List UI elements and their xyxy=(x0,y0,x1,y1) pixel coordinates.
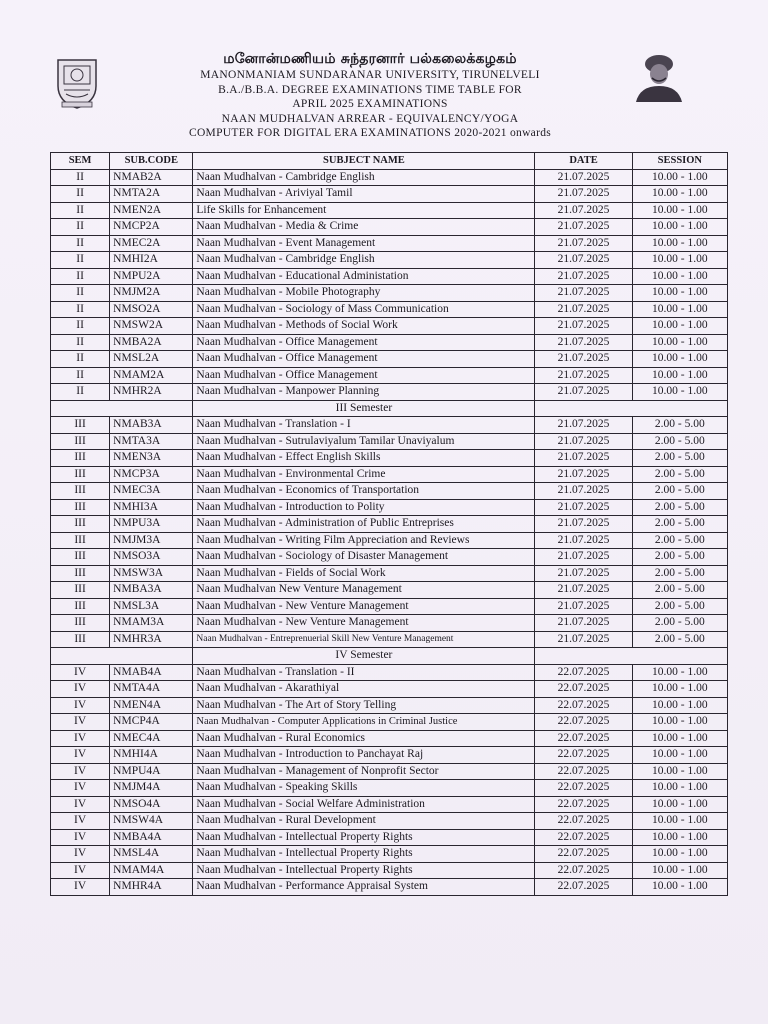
date-cell: 21.07.2025 xyxy=(535,235,632,252)
session-cell: 10.00 - 1.00 xyxy=(632,235,727,252)
session-cell: 2.00 - 5.00 xyxy=(632,631,727,648)
table-row xyxy=(51,235,728,252)
session-cell: 2.00 - 5.00 xyxy=(632,549,727,566)
session-cell: 10.00 - 1.00 xyxy=(632,714,727,731)
sem-cell: III xyxy=(51,582,110,599)
subject-name-cell: Naan Mudhalvan - Computer Applications in Criminal Justice xyxy=(193,714,535,731)
sem-cell: II xyxy=(51,202,110,219)
session-cell: 2.00 - 5.00 xyxy=(632,582,727,599)
sem-cell: II xyxy=(51,285,110,302)
sem-cell: IV xyxy=(51,714,110,731)
subject-name-cell: Naan Mudhalvan - Cambridge English xyxy=(193,252,535,269)
date-cell: 21.07.2025 xyxy=(535,367,632,384)
date-cell: 21.07.2025 xyxy=(535,598,632,615)
sem-cell: IV xyxy=(51,829,110,846)
sub-code-cell: NMSL4A xyxy=(110,846,193,863)
sem-cell: IV xyxy=(51,730,110,747)
document-header xyxy=(110,50,630,141)
column-header-subject-name: SUBJECT NAME xyxy=(193,153,535,170)
table-row xyxy=(51,879,728,896)
subject-name-cell: Naan Mudhalvan - Entreprenuerial Skill New Venture Management xyxy=(193,631,535,648)
sem-cell: III xyxy=(51,499,110,516)
subject-name-cell: Naan Mudhalvan - Sutrulaviyalum Tamilar Unaviyalum xyxy=(193,433,535,450)
sub-code-cell: NMCP3A xyxy=(110,466,193,483)
subject-name-cell: Naan Mudhalvan - Translation - II xyxy=(193,664,535,681)
subject-name-cell: Naan Mudhalvan - Effect English Skills xyxy=(193,450,535,467)
subject-name-cell: Naan Mudhalvan - Performance Appraisal System xyxy=(193,879,535,896)
session-cell: 10.00 - 1.00 xyxy=(632,186,727,203)
sem-cell: IV xyxy=(51,697,110,714)
sub-code-cell: NMAM2A xyxy=(110,367,193,384)
session-cell: 10.00 - 1.00 xyxy=(632,862,727,879)
semester-heading-row xyxy=(51,648,728,665)
subject-name-cell: Life Skills for Enhancement xyxy=(193,202,535,219)
subject-name-cell: Naan Mudhalvan - Intellectual Property Rights xyxy=(193,846,535,863)
sem-cell: II xyxy=(51,235,110,252)
sub-code-cell: NMJM2A xyxy=(110,285,193,302)
table-row xyxy=(51,301,728,318)
table-row xyxy=(51,516,728,533)
sub-code-cell: NMCP2A xyxy=(110,219,193,236)
subject-name-cell: Naan Mudhalvan - Manpower Planning xyxy=(193,384,535,401)
session-cell: 10.00 - 1.00 xyxy=(632,763,727,780)
date-cell: 21.07.2025 xyxy=(535,219,632,236)
session-cell: 2.00 - 5.00 xyxy=(632,516,727,533)
sub-code-cell: NMEC4A xyxy=(110,730,193,747)
subject-name-cell: Naan Mudhalvan - Office Management xyxy=(193,351,535,368)
date-cell: 21.07.2025 xyxy=(535,615,632,632)
table-row xyxy=(51,202,728,219)
sub-code-cell: NMHI3A xyxy=(110,499,193,516)
sem-cell: IV xyxy=(51,780,110,797)
subject-name-cell: Naan Mudhalvan - Introduction to Panchayat Raj xyxy=(193,747,535,764)
column-header-session: SESSION xyxy=(632,153,727,170)
table-row xyxy=(51,252,728,269)
date-cell: 21.07.2025 xyxy=(535,384,632,401)
sem-cell: IV xyxy=(51,813,110,830)
subject-name-cell: Naan Mudhalvan - Media & Crime xyxy=(193,219,535,236)
table-row xyxy=(51,813,728,830)
date-cell: 21.07.2025 xyxy=(535,268,632,285)
date-cell: 21.07.2025 xyxy=(535,532,632,549)
subject-name-cell: Naan Mudhalvan - New Venture Management xyxy=(193,615,535,632)
subject-name-cell: Naan Mudhalvan - Economics of Transportation xyxy=(193,483,535,500)
subject-name-cell: Naan Mudhalvan - Administration of Public Entreprises xyxy=(193,516,535,533)
column-header-sem: SEM xyxy=(51,153,110,170)
table-row xyxy=(51,681,728,698)
date-cell: 21.07.2025 xyxy=(535,351,632,368)
table-row xyxy=(51,846,728,863)
subject-name-cell: Naan Mudhalvan - Intellectual Property Rights xyxy=(193,862,535,879)
sub-code-cell: NMSO3A xyxy=(110,549,193,566)
session-cell: 10.00 - 1.00 xyxy=(632,285,727,302)
sem-cell: IV xyxy=(51,664,110,681)
subject-name-cell: Naan Mudhalvan - Intellectual Property Rights xyxy=(193,829,535,846)
table-row xyxy=(51,615,728,632)
date-cell: 21.07.2025 xyxy=(535,202,632,219)
subject-name-cell: Naan Mudhalvan - Management of Nonprofit Sector xyxy=(193,763,535,780)
sem-cell: III xyxy=(51,466,110,483)
date-cell: 21.07.2025 xyxy=(535,582,632,599)
sub-code-cell: NMHR4A xyxy=(110,879,193,896)
session-cell: 10.00 - 1.00 xyxy=(632,169,727,186)
date-cell: 21.07.2025 xyxy=(535,565,632,582)
subject-name-cell: Naan Mudhalvan - Rural Development xyxy=(193,813,535,830)
date-cell: 22.07.2025 xyxy=(535,681,632,698)
founder-portrait-icon xyxy=(632,52,686,102)
subject-name-cell: Naan Mudhalvan - Translation - I xyxy=(193,417,535,434)
session-cell: 10.00 - 1.00 xyxy=(632,730,727,747)
subject-name-cell: Naan Mudhalvan - Ariviyal Tamil xyxy=(193,186,535,203)
sem-cell: III xyxy=(51,433,110,450)
table-header-row xyxy=(51,153,728,170)
date-cell: 22.07.2025 xyxy=(535,747,632,764)
table-row xyxy=(51,499,728,516)
sub-code-cell: NMEN2A xyxy=(110,202,193,219)
sem-cell: III xyxy=(51,631,110,648)
table-row xyxy=(51,697,728,714)
sem-cell: IV xyxy=(51,796,110,813)
subject-name-cell: Naan Mudhalvan - Introduction to Polity xyxy=(193,499,535,516)
sub-code-cell: NMJM4A xyxy=(110,780,193,797)
sem-cell: IV xyxy=(51,747,110,764)
table-body xyxy=(51,169,728,895)
session-cell: 2.00 - 5.00 xyxy=(632,532,727,549)
sem-cell: III xyxy=(51,516,110,533)
session-cell: 10.00 - 1.00 xyxy=(632,301,727,318)
column-header-date: DATE xyxy=(535,153,632,170)
date-cell: 22.07.2025 xyxy=(535,763,632,780)
date-cell: 21.07.2025 xyxy=(535,169,632,186)
date-cell: 21.07.2025 xyxy=(535,549,632,566)
subject-name-cell: Naan Mudhalvan - New Venture Management xyxy=(193,598,535,615)
session-cell: 10.00 - 1.00 xyxy=(632,681,727,698)
session-cell: 10.00 - 1.00 xyxy=(632,780,727,797)
sem-cell: IV xyxy=(51,846,110,863)
session-cell: 10.00 - 1.00 xyxy=(632,219,727,236)
session-cell: 10.00 - 1.00 xyxy=(632,268,727,285)
subject-name-cell: Naan Mudhalvan - The Art of Story Telling xyxy=(193,697,535,714)
semester-heading: III Semester xyxy=(193,400,535,417)
subject-name-cell: Naan Mudhalvan - Sociology of Mass Communication xyxy=(193,301,535,318)
table-row xyxy=(51,796,728,813)
sub-code-cell: NMEN4A xyxy=(110,697,193,714)
session-cell: 2.00 - 5.00 xyxy=(632,450,727,467)
sem-cell: II xyxy=(51,384,110,401)
sem-cell: III xyxy=(51,615,110,632)
date-cell: 22.07.2025 xyxy=(535,813,632,830)
date-cell: 22.07.2025 xyxy=(535,664,632,681)
date-cell: 21.07.2025 xyxy=(535,301,632,318)
exam-title: B.A./B.B.A. DEGREE EXAMINATIONS TIME TABLE FOR xyxy=(218,83,522,96)
sub-code-cell: NMSL2A xyxy=(110,351,193,368)
table-row xyxy=(51,780,728,797)
subject-name-cell: Naan Mudhalvan - Cambridge English xyxy=(193,169,535,186)
sub-code-cell: NMJM3A xyxy=(110,532,193,549)
table-row xyxy=(51,285,728,302)
sem-cell: II xyxy=(51,351,110,368)
sub-code-cell: NMHI4A xyxy=(110,747,193,764)
date-cell: 21.07.2025 xyxy=(535,450,632,467)
session-cell: 2.00 - 5.00 xyxy=(632,483,727,500)
exam-timetable xyxy=(50,152,728,896)
sub-code-cell: NMSO4A xyxy=(110,796,193,813)
date-cell: 22.07.2025 xyxy=(535,829,632,846)
sem-cell: III xyxy=(51,598,110,615)
session-cell: 10.00 - 1.00 xyxy=(632,351,727,368)
session-cell: 10.00 - 1.00 xyxy=(632,202,727,219)
date-cell: 21.07.2025 xyxy=(535,631,632,648)
semester-heading: IV Semester xyxy=(193,648,535,665)
subject-name-cell: Naan Mudhalvan New Venture Management xyxy=(193,582,535,599)
semester-heading-row xyxy=(51,400,728,417)
table-row xyxy=(51,532,728,549)
subject-name-cell: Naan Mudhalvan - Social Welfare Administration xyxy=(193,796,535,813)
sub-code-cell: NMBA3A xyxy=(110,582,193,599)
date-cell: 21.07.2025 xyxy=(535,516,632,533)
sub-code-cell: NMHR2A xyxy=(110,384,193,401)
session-cell: 10.00 - 1.00 xyxy=(632,367,727,384)
table-row xyxy=(51,219,728,236)
table-row xyxy=(51,367,728,384)
sem-cell: III xyxy=(51,450,110,467)
session-cell: 2.00 - 5.00 xyxy=(632,499,727,516)
session-cell: 10.00 - 1.00 xyxy=(632,384,727,401)
tamil-university-title: மனோன்மணியம் சுந்தரனார் பல்கலைக்கழகம் xyxy=(223,51,517,67)
semester-heading-blank xyxy=(51,400,193,417)
date-cell: 22.07.2025 xyxy=(535,846,632,863)
table-row xyxy=(51,582,728,599)
date-cell: 21.07.2025 xyxy=(535,318,632,335)
sem-cell: II xyxy=(51,186,110,203)
date-cell: 22.07.2025 xyxy=(535,780,632,797)
subject-name-cell: Naan Mudhalvan - Sociology of Disaster Management xyxy=(193,549,535,566)
sub-code-cell: NMSW3A xyxy=(110,565,193,582)
table-row xyxy=(51,186,728,203)
date-cell: 21.07.2025 xyxy=(535,186,632,203)
date-cell: 21.07.2025 xyxy=(535,417,632,434)
subject-name-cell: Naan Mudhalvan - Akarathiyal xyxy=(193,681,535,698)
table-row xyxy=(51,714,728,731)
sub-code-cell: NMBA2A xyxy=(110,334,193,351)
subject-name-cell: Naan Mudhalvan - Educational Administation xyxy=(193,268,535,285)
subject-name-cell: Naan Mudhalvan - Rural Economics xyxy=(193,730,535,747)
date-cell: 22.07.2025 xyxy=(535,879,632,896)
session-cell: 10.00 - 1.00 xyxy=(632,846,727,863)
sem-cell: IV xyxy=(51,879,110,896)
sem-cell: IV xyxy=(51,681,110,698)
table-row xyxy=(51,450,728,467)
sub-code-cell: NMSW2A xyxy=(110,318,193,335)
sub-code-cell: NMAM4A xyxy=(110,862,193,879)
session-cell: 2.00 - 5.00 xyxy=(632,417,727,434)
date-cell: 22.07.2025 xyxy=(535,862,632,879)
session-cell: 2.00 - 5.00 xyxy=(632,433,727,450)
date-cell: 22.07.2025 xyxy=(535,796,632,813)
table-row xyxy=(51,598,728,615)
sem-cell: III xyxy=(51,532,110,549)
subject-name-cell: Naan Mudhalvan - Writing Film Appreciation and Reviews xyxy=(193,532,535,549)
table-row xyxy=(51,829,728,846)
subject-name-cell: Naan Mudhalvan - Fields of Social Work xyxy=(193,565,535,582)
sub-code-cell: NMAB2A xyxy=(110,169,193,186)
sub-code-cell: NMEC2A xyxy=(110,235,193,252)
table-row xyxy=(51,565,728,582)
session-cell: 2.00 - 5.00 xyxy=(632,565,727,582)
program-subtitle: COMPUTER FOR DIGITAL ERA EXAMINATIONS 2020-2021 onwards xyxy=(188,127,552,139)
table-row xyxy=(51,169,728,186)
session-cell: 10.00 - 1.00 xyxy=(632,664,727,681)
session-cell: 2.00 - 5.00 xyxy=(632,598,727,615)
sub-code-cell: NMSO2A xyxy=(110,301,193,318)
table-row xyxy=(51,351,728,368)
sub-code-cell: NMAB4A xyxy=(110,664,193,681)
subject-name-cell: Naan Mudhalvan - Event Management xyxy=(193,235,535,252)
session-cell: 10.00 - 1.00 xyxy=(632,318,727,335)
date-cell: 21.07.2025 xyxy=(535,334,632,351)
session-cell: 10.00 - 1.00 xyxy=(632,796,727,813)
program-name: NAAN MUDHALVAN ARREAR - EQUIVALENCY/YOGA xyxy=(221,112,519,125)
exam-session: APRIL 2025 EXAMINATIONS xyxy=(292,98,448,110)
table-row xyxy=(51,417,728,434)
sem-cell: II xyxy=(51,334,110,351)
session-cell: 10.00 - 1.00 xyxy=(632,829,727,846)
sub-code-cell: NMHR3A xyxy=(110,631,193,648)
sem-cell: IV xyxy=(51,862,110,879)
table-row xyxy=(51,862,728,879)
column-header-sub-code: SUB.CODE xyxy=(110,153,193,170)
sem-cell: III xyxy=(51,549,110,566)
semester-heading-blank xyxy=(51,648,193,665)
session-cell: 10.00 - 1.00 xyxy=(632,879,727,896)
sub-code-cell: NMTA2A xyxy=(110,186,193,203)
subject-name-cell: Naan Mudhalvan - Office Management xyxy=(193,367,535,384)
sub-code-cell: NMEN3A xyxy=(110,450,193,467)
table-row xyxy=(51,631,728,648)
sem-cell: III xyxy=(51,417,110,434)
semester-heading-blank xyxy=(535,648,728,665)
date-cell: 21.07.2025 xyxy=(535,466,632,483)
sub-code-cell: NMAB3A xyxy=(110,417,193,434)
session-cell: 10.00 - 1.00 xyxy=(632,813,727,830)
sub-code-cell: NMBA4A xyxy=(110,829,193,846)
date-cell: 21.07.2025 xyxy=(535,483,632,500)
date-cell: 22.07.2025 xyxy=(535,714,632,731)
date-cell: 22.07.2025 xyxy=(535,730,632,747)
date-cell: 21.07.2025 xyxy=(535,252,632,269)
sub-code-cell: NMTA3A xyxy=(110,433,193,450)
table-row xyxy=(51,466,728,483)
subject-name-cell: Naan Mudhalvan - Mobile Photography xyxy=(193,285,535,302)
sem-cell: II xyxy=(51,219,110,236)
sem-cell: II xyxy=(51,268,110,285)
session-cell: 10.00 - 1.00 xyxy=(632,252,727,269)
sem-cell: II xyxy=(51,252,110,269)
table-row xyxy=(51,433,728,450)
sub-code-cell: NMPU3A xyxy=(110,516,193,533)
table-row xyxy=(51,318,728,335)
subject-name-cell: Naan Mudhalvan - Environmental Crime xyxy=(193,466,535,483)
sem-cell: IV xyxy=(51,763,110,780)
university-emblem-icon xyxy=(54,56,100,110)
date-cell: 21.07.2025 xyxy=(535,433,632,450)
table-row xyxy=(51,730,728,747)
sub-code-cell: NMCP4A xyxy=(110,714,193,731)
sub-code-cell: NMSL3A xyxy=(110,598,193,615)
subject-name-cell: Naan Mudhalvan - Speaking Skills xyxy=(193,780,535,797)
date-cell: 22.07.2025 xyxy=(535,697,632,714)
sub-code-cell: NMSW4A xyxy=(110,813,193,830)
sem-cell: III xyxy=(51,565,110,582)
session-cell: 2.00 - 5.00 xyxy=(632,466,727,483)
table-row xyxy=(51,747,728,764)
sem-cell: II xyxy=(51,367,110,384)
session-cell: 2.00 - 5.00 xyxy=(632,615,727,632)
date-cell: 21.07.2025 xyxy=(535,285,632,302)
table-row xyxy=(51,384,728,401)
table-row xyxy=(51,549,728,566)
sem-cell: II xyxy=(51,301,110,318)
table-row xyxy=(51,664,728,681)
sem-cell: II xyxy=(51,169,110,186)
table-row xyxy=(51,268,728,285)
sem-cell: III xyxy=(51,483,110,500)
subject-name-cell: Naan Mudhalvan - Office Management xyxy=(193,334,535,351)
session-cell: 10.00 - 1.00 xyxy=(632,747,727,764)
date-cell: 21.07.2025 xyxy=(535,499,632,516)
session-cell: 10.00 - 1.00 xyxy=(632,697,727,714)
table-row xyxy=(51,763,728,780)
sub-code-cell: NMHI2A xyxy=(110,252,193,269)
subject-name-cell: Naan Mudhalvan - Methods of Social Work xyxy=(193,318,535,335)
sub-code-cell: NMPU4A xyxy=(110,763,193,780)
sub-code-cell: NMTA4A xyxy=(110,681,193,698)
table-row xyxy=(51,483,728,500)
university-name: MANONMANIAM SUNDARANAR UNIVERSITY, TIRUNELVELI xyxy=(200,69,540,81)
sub-code-cell: NMPU2A xyxy=(110,268,193,285)
sub-code-cell: NMEC3A xyxy=(110,483,193,500)
session-cell: 10.00 - 1.00 xyxy=(632,334,727,351)
sem-cell: II xyxy=(51,318,110,335)
table-row xyxy=(51,334,728,351)
semester-heading-blank xyxy=(535,400,728,417)
sub-code-cell: NMAM3A xyxy=(110,615,193,632)
